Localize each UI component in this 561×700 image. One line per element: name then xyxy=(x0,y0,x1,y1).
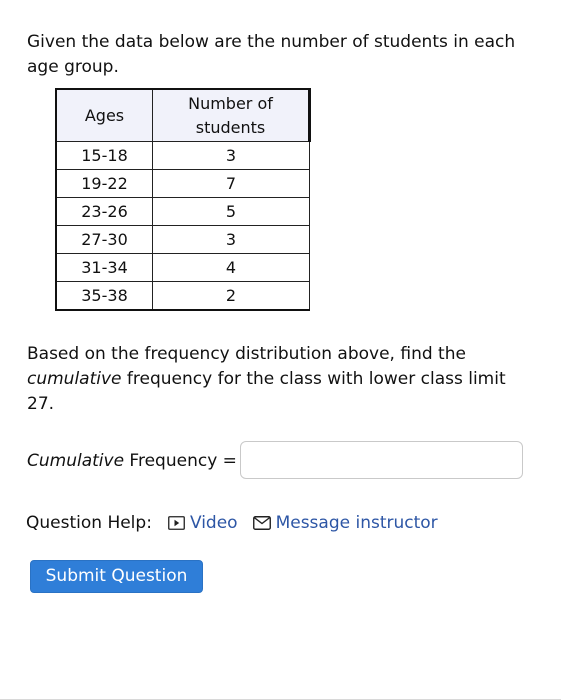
answer-label-rest: Frequency = xyxy=(124,451,237,471)
question-help-label: Question Help: xyxy=(26,513,152,533)
table-row xyxy=(56,198,310,226)
cumulative-frequency-input[interactable] xyxy=(240,441,523,479)
count-cell: 3 xyxy=(153,142,310,170)
table-row xyxy=(56,170,310,198)
header-number-of-students: Number of students xyxy=(153,89,310,142)
table-header-row xyxy=(56,89,310,142)
table-row xyxy=(56,226,310,254)
question-text xyxy=(27,342,527,417)
problem-prompt: Given the data below are the number of students in each age group. xyxy=(27,32,516,77)
envelope-icon xyxy=(253,516,271,530)
header-ages: Ages xyxy=(56,89,153,142)
answer-label-emphasis: Cumulative xyxy=(27,451,125,471)
count-cell: 3 xyxy=(153,226,310,254)
age-cell: 15-18 xyxy=(56,142,153,170)
video-link[interactable] xyxy=(168,513,238,533)
submit-question-button[interactable]: Submit Question xyxy=(30,560,203,593)
question-help-row xyxy=(26,511,453,535)
video-link-label: Video xyxy=(189,513,238,533)
table-row xyxy=(56,142,310,170)
question-part-2: frequency for the class with lower class limit 27. xyxy=(27,369,506,414)
count-cell: 7 xyxy=(153,170,310,198)
play-icon xyxy=(168,516,185,530)
frequency-table xyxy=(55,88,311,311)
age-cell: 27-30 xyxy=(56,226,153,254)
age-cell: 23-26 xyxy=(56,198,153,226)
answer-label xyxy=(27,451,237,471)
age-cell: 31-34 xyxy=(56,254,153,282)
count-cell: 5 xyxy=(153,198,310,226)
count-cell: 2 xyxy=(153,282,310,311)
count-cell: 4 xyxy=(153,254,310,282)
question-part-1: Based on the frequency distribution above, find the xyxy=(27,344,466,364)
age-cell: 19-22 xyxy=(56,170,153,198)
answer-row xyxy=(27,441,527,481)
age-cell: 35-38 xyxy=(56,282,153,311)
question-emphasis: cumulative xyxy=(27,369,122,389)
table-row xyxy=(56,282,310,311)
table-row xyxy=(56,254,310,282)
message-instructor-label: Message instructor xyxy=(275,513,438,533)
message-instructor-link[interactable] xyxy=(253,513,438,533)
